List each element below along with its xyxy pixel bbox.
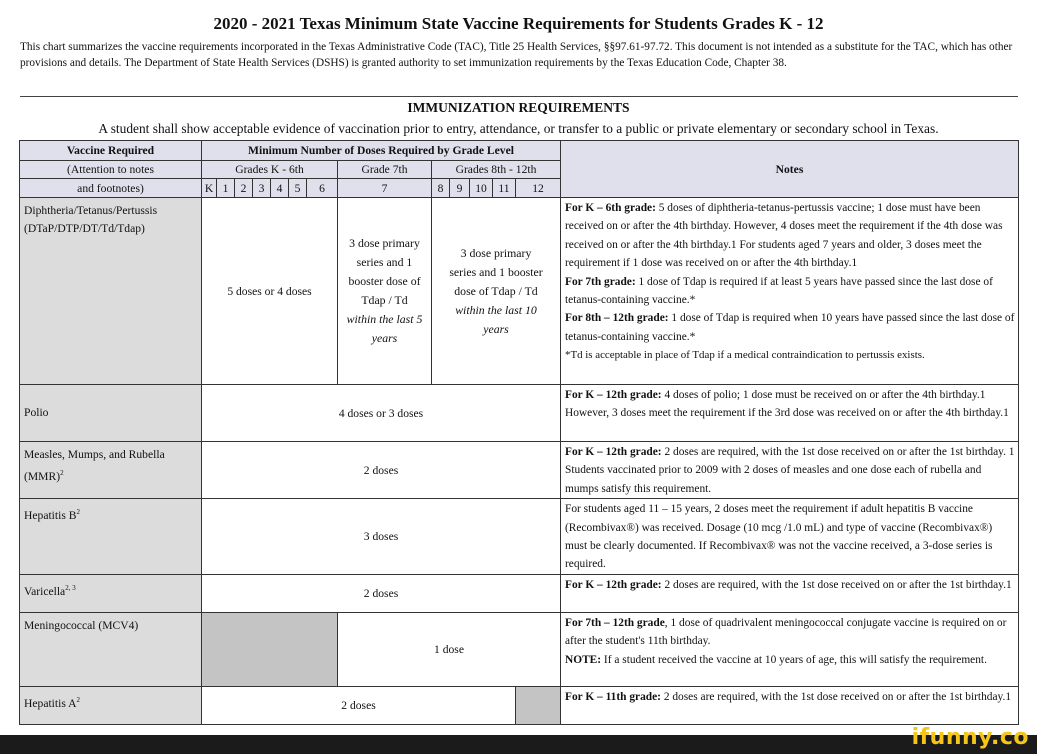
- mmr-footnote: 2: [60, 469, 64, 477]
- vaccine-dtap: Diphtheria/Tetanus/Pertussis (DTaP/DTP/DT/Td/Tdap): [20, 198, 202, 385]
- hepb-footnote: 2: [76, 508, 80, 517]
- vaccine-polio: Polio: [20, 385, 202, 442]
- dtap-grade7-main: 3 dose primary series and 1 booster dose of Tdap / Td: [348, 236, 421, 307]
- varicella-notes: [561, 574, 1019, 612]
- vaccine-mmr: [20, 442, 202, 499]
- hepa-note-bold: For K – 11th grade:: [565, 690, 661, 703]
- vaccine-mcv4: Meningococcal (MCV4): [20, 612, 202, 686]
- grade-cell-3: 3: [253, 179, 271, 198]
- hepb-label: Hepatitis B: [24, 509, 77, 523]
- varicella-note-bold: For K – 12th grade:: [565, 578, 662, 591]
- vaccine-hepa: [20, 686, 202, 724]
- grade-cell-5: 5: [289, 179, 307, 198]
- varicella-note-text: 2 doses are required, with the 1st dose received on or after the 1st birthday.1: [661, 578, 1012, 591]
- polio-note-bold: For K – 12th grade:: [565, 389, 662, 401]
- grade-cell-9: 9: [450, 179, 470, 198]
- hepb-doses: 3 doses: [202, 499, 561, 575]
- hepa-doses: 2 doses: [202, 686, 516, 724]
- grade-cell-10: 10: [470, 179, 493, 198]
- dtap-note3-bold: For 8th – 12th grade:: [565, 312, 669, 325]
- mcv4-k6-not-required: [202, 612, 338, 686]
- hepa-grade12-not-required: [516, 686, 561, 724]
- intro-paragraph: This chart summarizes the vaccine requirements incorporated in the Texas Administrative Code (TAC), Title 25 Health Services, §§97.61-97.72. This document is not intended as a substitute for the TAC, which has other provisions and details. The Department of State Health Services (DSHS) is granted authority to set immunization requirements by the Texas Education Code, Chapter 38.: [20, 41, 1013, 69]
- vaccine-note-line1: (Attention to notes: [20, 161, 202, 179]
- grade-cell-1: 1: [217, 179, 235, 198]
- mmr-doses: 2 doses: [202, 442, 561, 499]
- mcv4-doses: 1 dose: [338, 612, 561, 686]
- document-title: 2020 - 2021 Texas Minimum State Vaccine Requirements for Students Grades K - 12: [213, 14, 824, 33]
- hepa-footnote: 2: [76, 695, 80, 704]
- vaccine-hepb: [20, 499, 202, 575]
- grade-cell-k: K: [202, 179, 217, 198]
- dtap-note2-bold: For 7th grade:: [565, 275, 636, 288]
- grade-cell-6: 6: [307, 179, 338, 198]
- grade-cell-2: 2: [235, 179, 253, 198]
- dtap-note2-text: 1 dose of Tdap is required if at least 5 years have passed since the last dose of tetanus-containing vaccine.*: [565, 275, 993, 307]
- dtap-note3-text: 1 dose of Tdap is required when 10 years have passed since the last dose of tetanus-containing vaccine.*: [565, 312, 1015, 343]
- dtap-grade8-12-main: 3 dose primary series and 1 booster dose of Tdap / Td: [449, 245, 543, 298]
- lead-sentence: A student shall show acceptable evidence of vaccination prior to entry, attendance, or transfer to a public or private elementary or secondary school in Texas.: [98, 121, 939, 136]
- mcv4-notes: [561, 612, 1019, 686]
- varicella-label: Varicella: [24, 584, 66, 598]
- ifunny-watermark: ifunny.co: [911, 725, 1029, 750]
- dtap-note1-bold: For K – 6th grade:: [565, 202, 656, 214]
- min-doses-header: Minimum Number of Doses Required by Grade Level: [202, 141, 561, 161]
- mmr-label: Measles, Mumps, and Rubella (MMR): [24, 448, 165, 483]
- mmr-note-bold: For K – 12th grade:: [565, 446, 662, 458]
- notes-header: Notes: [561, 141, 1019, 198]
- mcv4-note-bold: For 7th – 12th grade: [565, 616, 665, 629]
- hepa-note-text: 2 doses are required, with the 1st dose received on or after the 1st birthday.1: [660, 690, 1012, 703]
- mcv4-note-text: , 1 dose of quadrivalent meningococcal conjugate vaccine is required on or after the student's 11th birthday.: [565, 616, 1007, 648]
- vaccine-note-line2: and footnotes): [20, 179, 202, 198]
- grades-8-12-header: Grades 8th - 12th: [432, 161, 561, 179]
- mmr-notes: [561, 442, 1019, 499]
- mmr-note-text: 2 doses are required, with the 1st dose received on or after the 1st birthday. 1 Students vaccinated prior to 2009 with 2 doses of measles and one dose each of rubella and mumps satisfy this requirement.: [565, 446, 1015, 495]
- grade-cell-7: 7: [338, 179, 432, 198]
- hepb-note-text: For students aged 11 – 15 years, 2 doses meet the requirement if adult hepatitis B vaccine (Recombivax®) was received. Dosage (10 mcg /1.0 mL) and type of vaccine (Recombivax®) must be clearly documented. If Recombivax® was not the vaccine received, a 3-dose series is required.: [565, 503, 993, 571]
- grades-k6-header: Grades K - 6th: [202, 161, 338, 179]
- grade-cell-12: 12: [516, 179, 561, 198]
- grade-cell-8: 8: [432, 179, 450, 198]
- mcv4-note2-bold: NOTE:: [565, 653, 602, 666]
- polio-notes: [561, 385, 1019, 442]
- hepa-label: Hepatitis A: [24, 696, 77, 710]
- grade-cell-4: 4: [271, 179, 289, 198]
- hepb-notes: [561, 499, 1019, 575]
- dtap-k6-doses: 5 doses or 4 doses: [202, 198, 338, 385]
- hepa-notes: [561, 686, 1019, 724]
- vaccine-required-header: Vaccine Required: [20, 141, 202, 161]
- dtap-notes: [561, 198, 1019, 385]
- dtap-grade7-doses: [338, 198, 432, 385]
- dtap-grade8-12-doses: [432, 198, 561, 385]
- dtap-note4-text: *Td is acceptable in place of Tdap if a medical contraindication to pertussis exists.: [565, 349, 925, 362]
- section-title: IMMUNIZATION REQUIREMENTS: [407, 100, 630, 115]
- requirements-table: [19, 140, 1019, 725]
- dtap-grade7-italic: within the last 5 years: [346, 312, 423, 345]
- footer-bar: [0, 735, 1037, 754]
- vaccine-varicella: [20, 574, 202, 612]
- grade-7-header: Grade 7th: [338, 161, 432, 179]
- divider: [20, 96, 1018, 97]
- varicella-doses: 2 doses: [202, 574, 561, 612]
- varicella-footnote: 2, 3: [65, 583, 76, 592]
- dtap-grade8-12-italic: within the last 10 years: [455, 302, 537, 336]
- mcv4-note2-text: If a student received the vaccine at 10 years of age, this will satisfy the requirement.: [601, 653, 987, 666]
- polio-doses: 4 doses or 3 doses: [202, 385, 561, 442]
- grade-cell-11: 11: [493, 179, 516, 198]
- dtap-note1-text: 5 doses of diphtheria-tetanus-pertussis vaccine; 1 dose must have been received on or after the 4th birthday. However, 4 doses meet the requirement if the 4th dose was received on or after the 4th birthday.1 For students aged 7 years and older, 3 doses meet the requirement if 1 dose was received on or after the 4th birthday.1: [565, 202, 1003, 270]
- polio-note-text: 4 doses of polio; 1 dose must be received on or after the 4th birthday.1 However, 3 doses meet the requirement if the 3rd dose was received on or after the 4th birthday.1: [565, 389, 1009, 420]
